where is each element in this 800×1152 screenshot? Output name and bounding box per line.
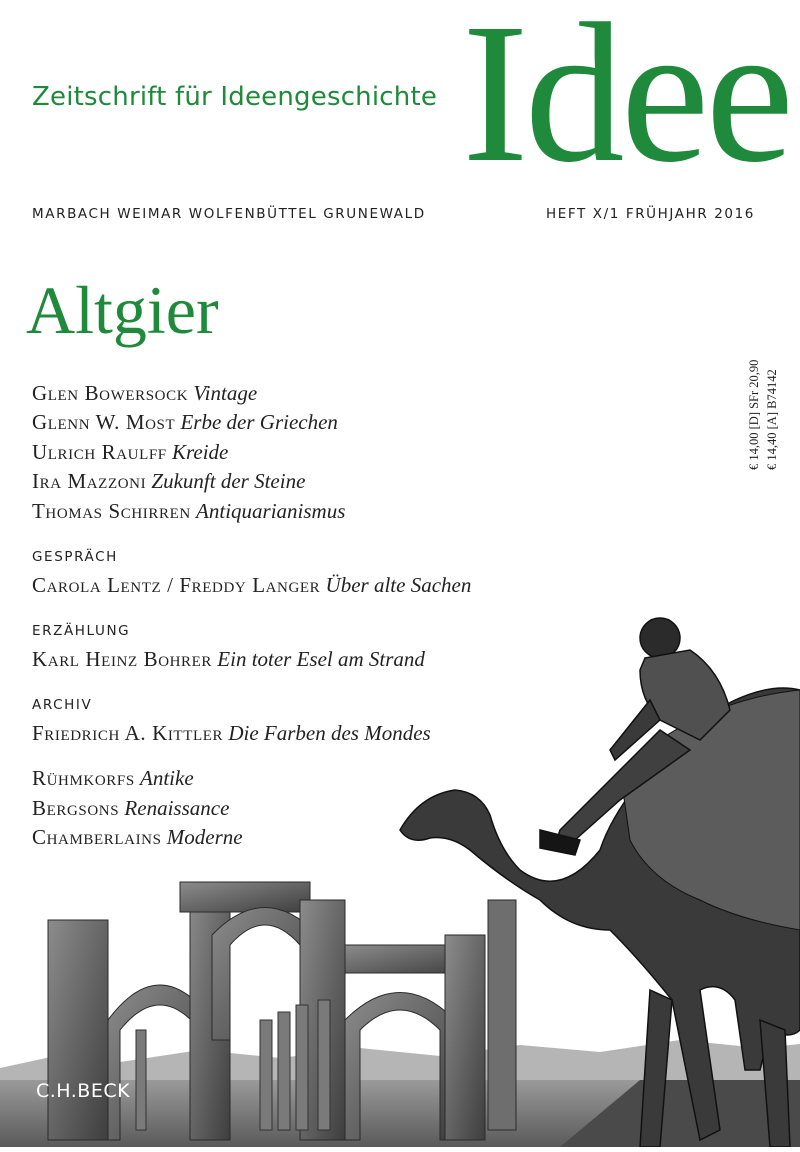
toc-work: Kreide — [172, 440, 229, 464]
toc-author: Glenn W. Most — [32, 410, 176, 434]
publisher-logo: C.H.BECK — [36, 1080, 131, 1102]
toc-work: Zukunft der Steine — [151, 469, 306, 493]
toc-author: Bergsons — [32, 796, 120, 820]
toc-work: Die Farben des Mondes — [228, 721, 431, 745]
toc-author: Karl Heinz Bohrer — [32, 647, 213, 671]
toc-author: Rühmkorfs — [32, 766, 135, 790]
toc-work: Renaissance — [124, 796, 230, 820]
toc-entry — [32, 379, 257, 407]
toc-author: Thomas Schirren — [32, 499, 191, 523]
toc-author: Ira Mazzoni — [32, 469, 147, 493]
places-line: MARBACH WEIMAR WOLFENBÜTTEL GRUNEWALD — [32, 206, 426, 222]
section-label-archiv: ARCHIV — [32, 697, 93, 713]
toc-work: Erbe der Griechen — [180, 410, 338, 434]
toc-author: Glen Bowersock — [32, 381, 189, 405]
magazine-title: Idee — [462, 0, 791, 204]
toc-work: Antike — [140, 766, 194, 790]
toc-author: Friedrich A. Kittler — [32, 721, 224, 745]
price-line-2: € 14,40 [A] B74142 — [765, 369, 779, 470]
subtitle: Zeitschrift für Ideengeschichte — [32, 82, 438, 112]
toc-author: Carola Lentz / Freddy Langer — [32, 573, 321, 597]
toc-author: Chamberlains — [32, 825, 162, 849]
toc-work: Ein toter Esel am Strand — [217, 647, 425, 671]
toc-entry — [32, 438, 228, 466]
toc-entry — [32, 571, 471, 599]
toc-work: Moderne — [166, 825, 243, 849]
price-info — [742, 312, 782, 472]
issue-line: HEFT X/1 FRÜHJAHR 2016 — [546, 206, 755, 222]
toc-work: Antiquarianismus — [196, 499, 346, 523]
toc-work: Über alte Sachen — [325, 573, 472, 597]
toc-entry — [32, 497, 345, 525]
price-line-1: € 14,00 [D] SFr 20,90 — [747, 359, 761, 470]
section-label-erzaehlung: ERZÄHLUNG — [32, 623, 131, 639]
toc-author: Ulrich Raulff — [32, 440, 167, 464]
arch-openings — [122, 1011, 198, 1140]
toc-entry — [32, 467, 305, 495]
toc-entry — [32, 408, 338, 436]
section-label-gespraech: GESPRÄCH — [32, 549, 118, 565]
column — [488, 900, 516, 1130]
issue-theme: Altgier — [26, 272, 219, 348]
cover-photo — [0, 600, 800, 1147]
toc-work: Vintage — [193, 381, 258, 405]
